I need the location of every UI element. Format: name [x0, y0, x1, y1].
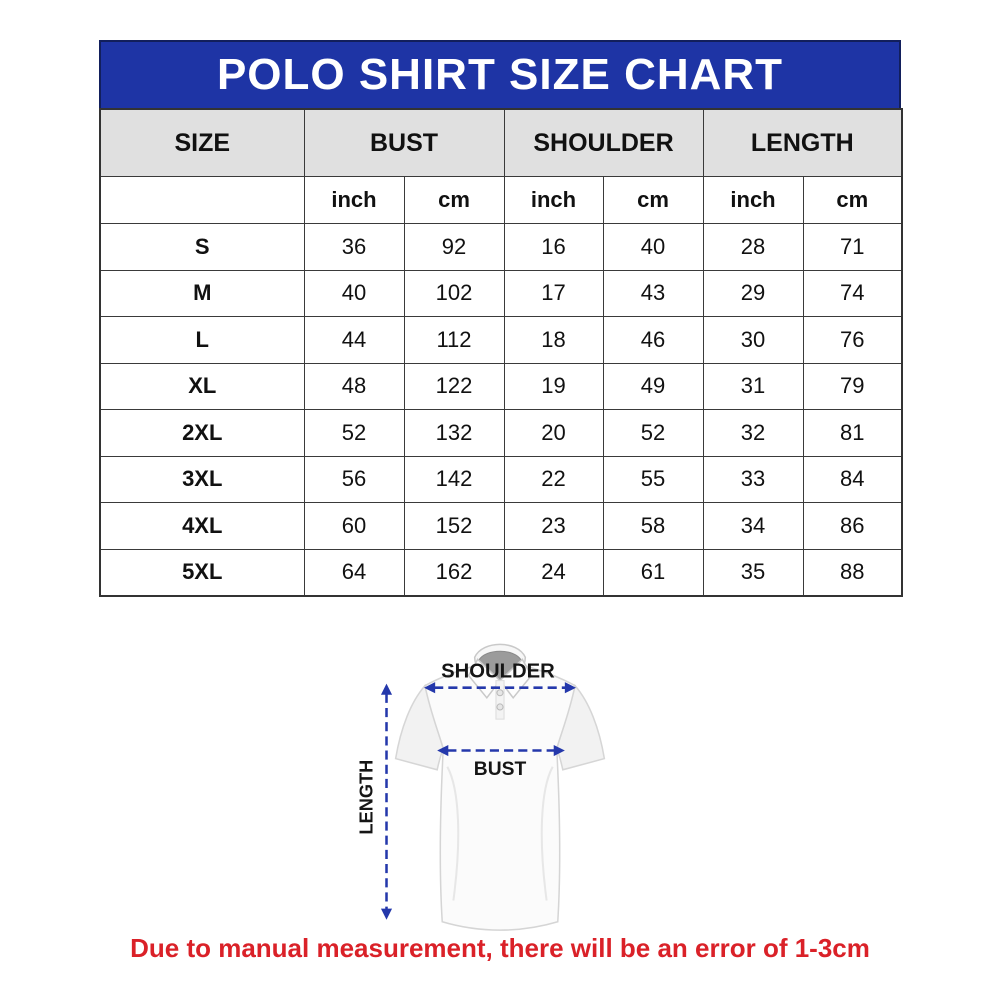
value-cell: 58 [603, 503, 703, 550]
table-row [100, 317, 902, 364]
value-cell: 74 [803, 270, 902, 317]
value-cell: 20 [504, 410, 603, 457]
button [497, 690, 503, 696]
value-cell: 79 [803, 363, 902, 410]
empty-cell [100, 177, 304, 224]
table-row [100, 224, 902, 271]
value-cell: 152 [404, 503, 504, 550]
value-cell: 22 [504, 456, 603, 503]
page-title: POLO SHIRT SIZE CHART [216, 50, 784, 99]
value-cell: 44 [304, 317, 404, 364]
value-cell: 142 [404, 456, 504, 503]
size-cell: 2XL [100, 410, 304, 457]
size-cell: 4XL [100, 503, 304, 550]
polo-shirt-illustration [348, 634, 652, 940]
value-cell: 43 [603, 270, 703, 317]
value-cell: 52 [603, 410, 703, 457]
table-row [100, 456, 902, 503]
value-cell: 61 [603, 549, 703, 596]
size-table [99, 108, 903, 597]
polo-shirt-diagram [348, 634, 652, 940]
unit-cell: inch [504, 177, 603, 224]
value-cell: 30 [703, 317, 803, 364]
value-cell: 81 [803, 410, 902, 457]
arrowhead-down-icon [381, 909, 392, 920]
table-row [100, 363, 902, 410]
value-cell: 16 [504, 224, 603, 271]
column-header-bust: BUST [304, 109, 504, 177]
size-cell: S [100, 224, 304, 271]
arrowhead-up-icon [381, 684, 392, 695]
table-row [100, 549, 902, 596]
value-cell: 31 [703, 363, 803, 410]
value-cell: 17 [504, 270, 603, 317]
value-cell: 132 [404, 410, 504, 457]
value-cell: 46 [603, 317, 703, 364]
value-cell: 24 [504, 549, 603, 596]
table-row [100, 410, 902, 457]
value-cell: 18 [504, 317, 603, 364]
table-row [100, 503, 902, 550]
value-cell: 34 [703, 503, 803, 550]
unit-header-row [100, 177, 902, 224]
value-cell: 23 [504, 503, 603, 550]
unit-cell: inch [304, 177, 404, 224]
value-cell: 52 [304, 410, 404, 457]
size-cell: L [100, 317, 304, 364]
value-cell: 64 [304, 549, 404, 596]
column-header-size: SIZE [100, 109, 304, 177]
value-cell: 92 [404, 224, 504, 271]
value-cell: 102 [404, 270, 504, 317]
measurement-disclaimer: Due to manual measurement, there will be an error of 1-3cm [130, 933, 870, 963]
unit-cell: inch [703, 177, 803, 224]
value-cell: 162 [404, 549, 504, 596]
size-cell: XL [100, 363, 304, 410]
value-cell: 36 [304, 224, 404, 271]
unit-cell: cm [404, 177, 504, 224]
table-row [100, 270, 902, 317]
value-cell: 35 [703, 549, 803, 596]
button [497, 704, 503, 710]
bust-measure-label: BUST [473, 758, 527, 780]
value-cell: 60 [304, 503, 404, 550]
value-cell: 55 [603, 456, 703, 503]
column-header-length: LENGTH [703, 109, 902, 177]
value-cell: 32 [703, 410, 803, 457]
value-cell: 88 [803, 549, 902, 596]
placket [496, 681, 504, 720]
value-cell: 40 [304, 270, 404, 317]
size-cell: M [100, 270, 304, 317]
value-cell: 112 [404, 317, 504, 364]
value-cell: 49 [603, 363, 703, 410]
value-cell: 56 [304, 456, 404, 503]
unit-cell: cm [803, 177, 902, 224]
value-cell: 40 [603, 224, 703, 271]
value-cell: 76 [803, 317, 902, 364]
unit-cell: cm [603, 177, 703, 224]
value-cell: 86 [803, 503, 902, 550]
shoulder-measure-label: SHOULDER [441, 660, 555, 683]
size-cell: 3XL [100, 456, 304, 503]
value-cell: 48 [304, 363, 404, 410]
column-header-shoulder: SHOULDER [504, 109, 703, 177]
value-cell: 84 [803, 456, 902, 503]
value-cell: 28 [703, 224, 803, 271]
value-cell: 19 [504, 363, 603, 410]
value-cell: 29 [703, 270, 803, 317]
table-header-row [100, 109, 902, 177]
value-cell: 71 [803, 224, 902, 271]
length-measure-label: LENGTH [355, 759, 377, 835]
chart-title-bar [99, 40, 901, 110]
value-cell: 122 [404, 363, 504, 410]
value-cell: 33 [703, 456, 803, 503]
size-cell: 5XL [100, 549, 304, 596]
